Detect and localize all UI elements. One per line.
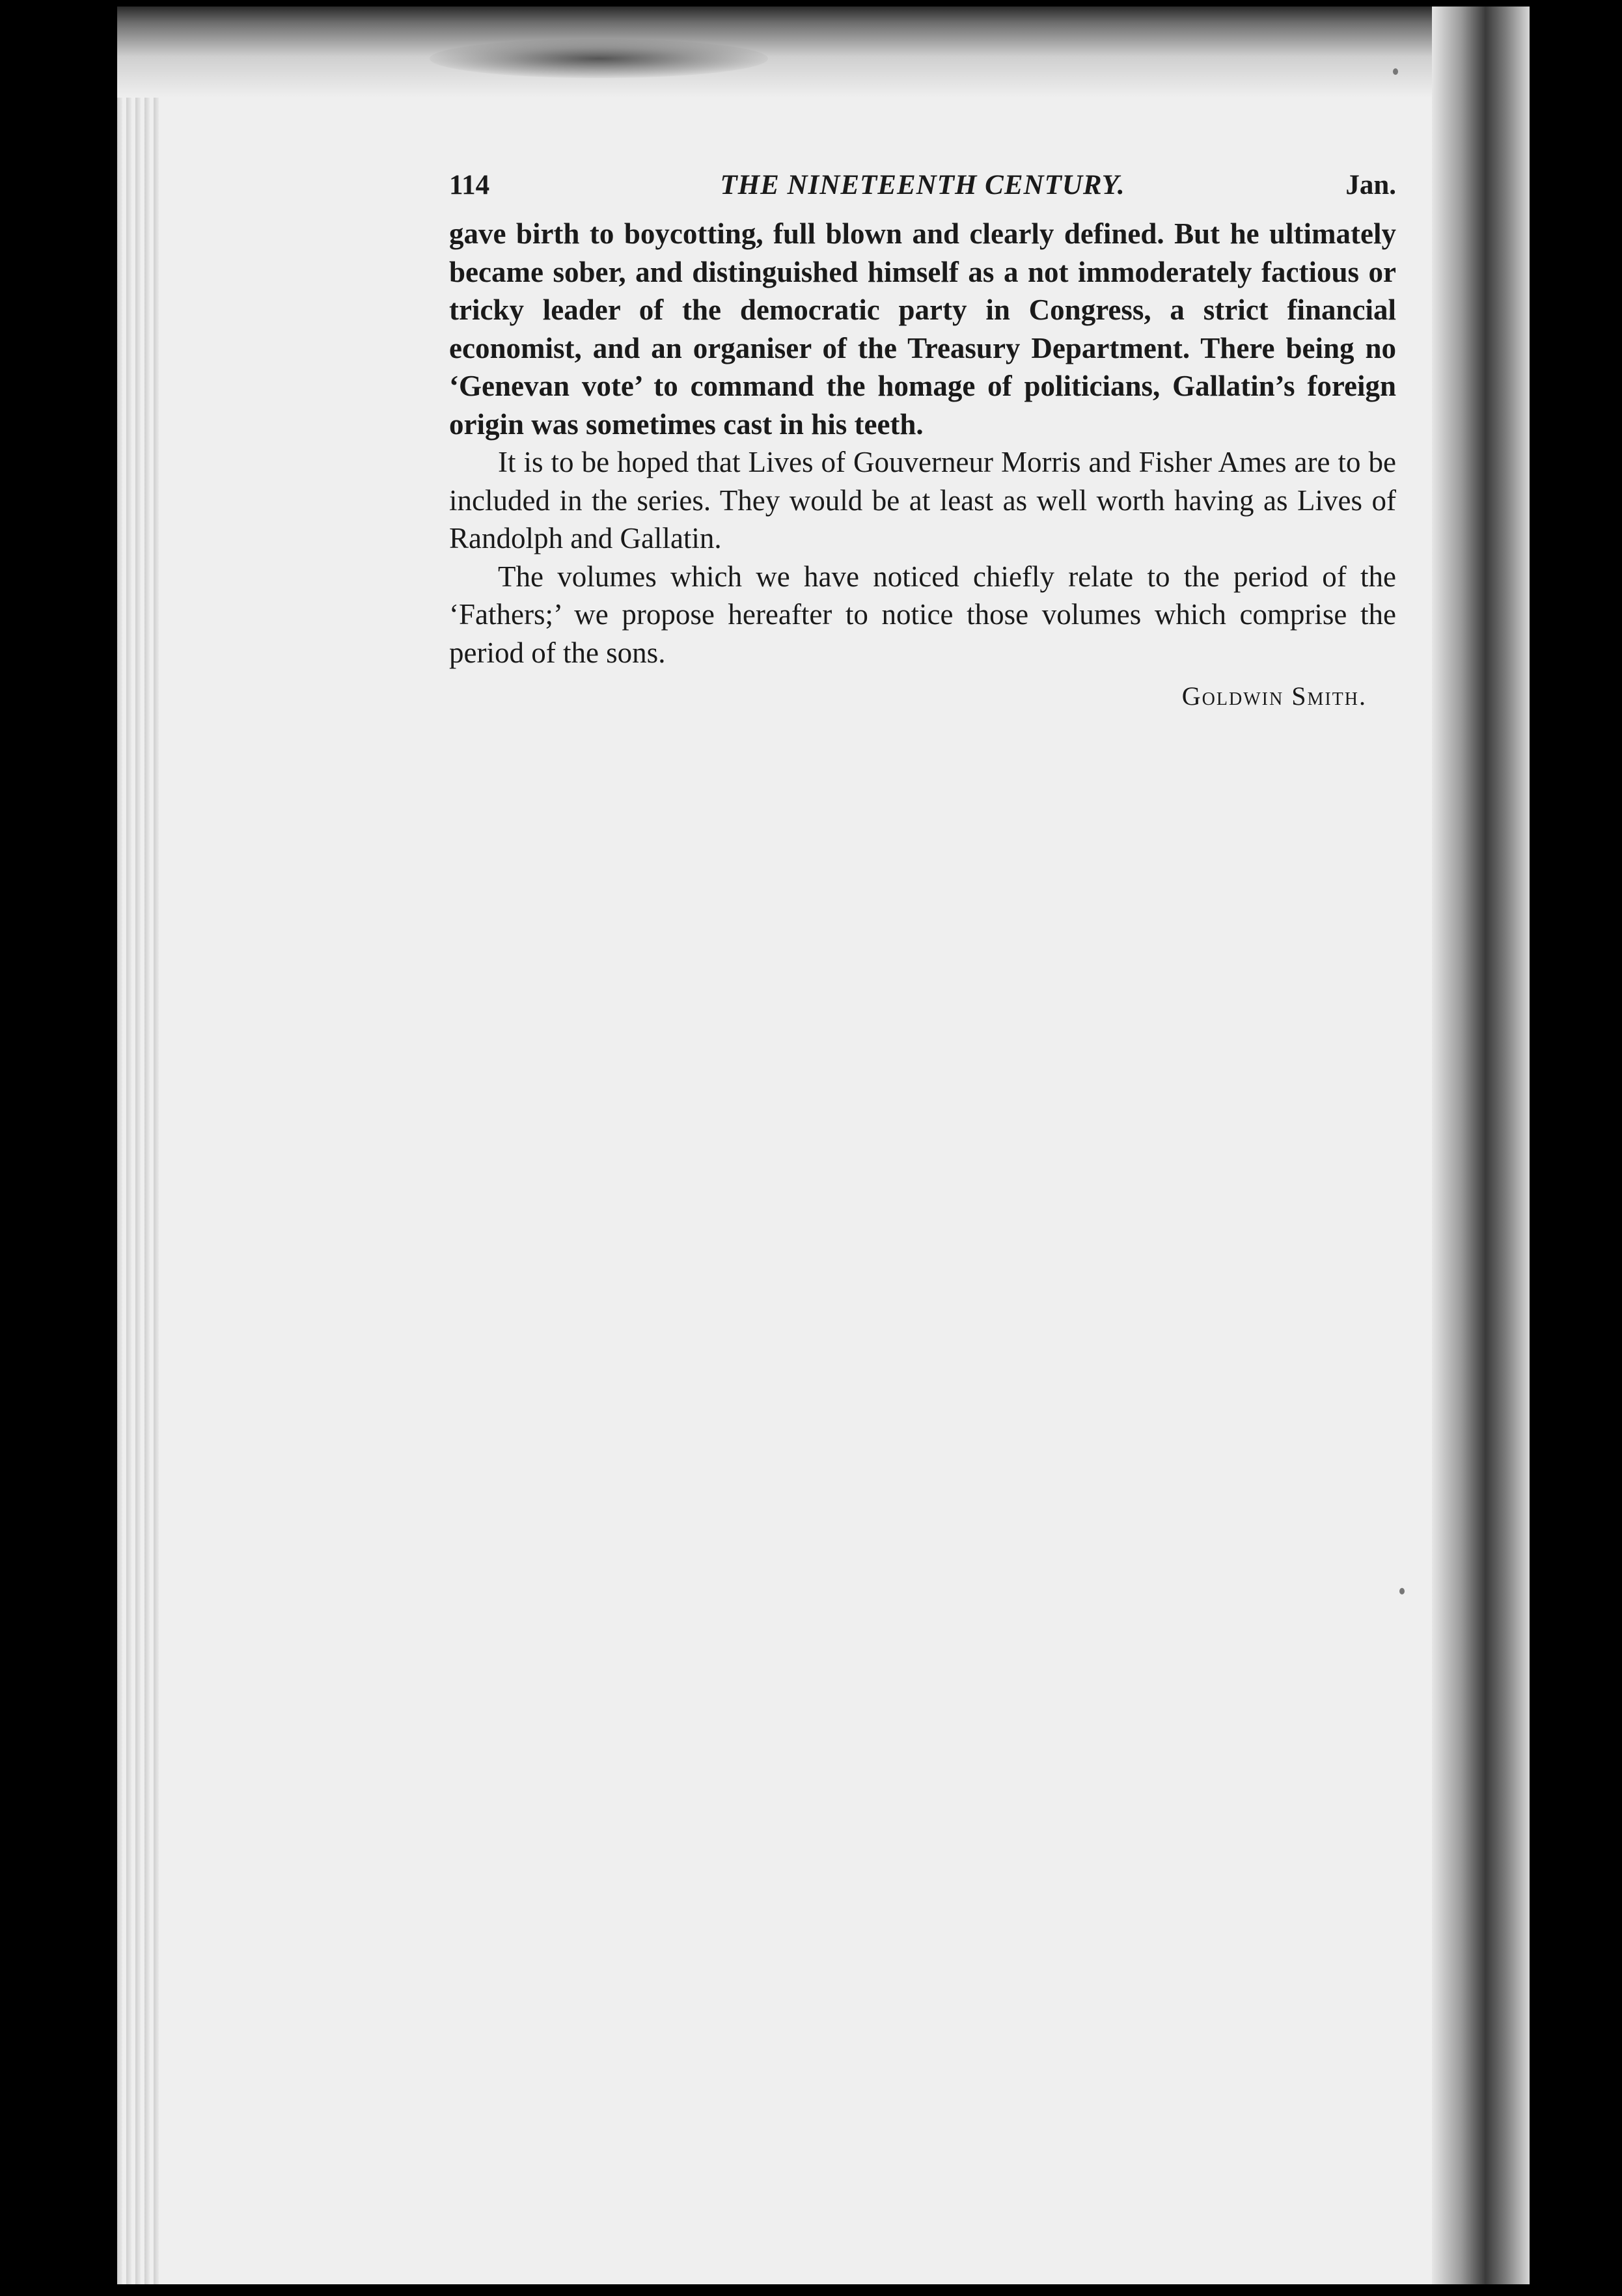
paragraph-2: It is to be hoped that Lives of Gouverneur Morris and Fisher Ames are to be included in the series. They would be at least as well worth having as Lives of Randolph and Gallatin.	[449, 446, 1396, 554]
page-edge	[144, 26, 150, 2284]
paper-speck	[1393, 68, 1398, 75]
article-text-block	[449, 169, 1396, 711]
journal-title: THE NINETEENTH CENTURY.	[720, 170, 1125, 200]
top-tear-mark	[430, 39, 768, 78]
binding-shadow	[1432, 7, 1530, 2284]
running-head	[449, 169, 1396, 215]
top-wear-shadow	[117, 7, 1530, 98]
page-edge	[154, 26, 159, 2284]
paper-speck	[1399, 1588, 1405, 1594]
issue-month: Jan.	[1345, 170, 1396, 200]
author-signature: Goldwin Smith.	[1181, 681, 1367, 711]
page-edge	[117, 26, 122, 2284]
paragraph-1: gave birth to boycotting, full blown and clearly defined. But he ultimately became sober, and distinguished himself as a not immoderately factious or tricky leader of the democratic party in Congress, a strict financial economist, and an organiser of the Treasury Department. There being no ‘Genevan vote’ to command the homage of politicians, Gallatin’s foreign origin was sometimes cast in his teeth.	[449, 217, 1396, 441]
page-edge	[135, 26, 141, 2284]
page-edge	[126, 26, 131, 2284]
paragraph-3: The volumes which we have noticed chiefly relate to the period of the ‘Fathers;’ we propose hereafter to notice those volumes which comprise the period of the sons.	[449, 560, 1396, 669]
page-number: 114	[449, 170, 490, 200]
